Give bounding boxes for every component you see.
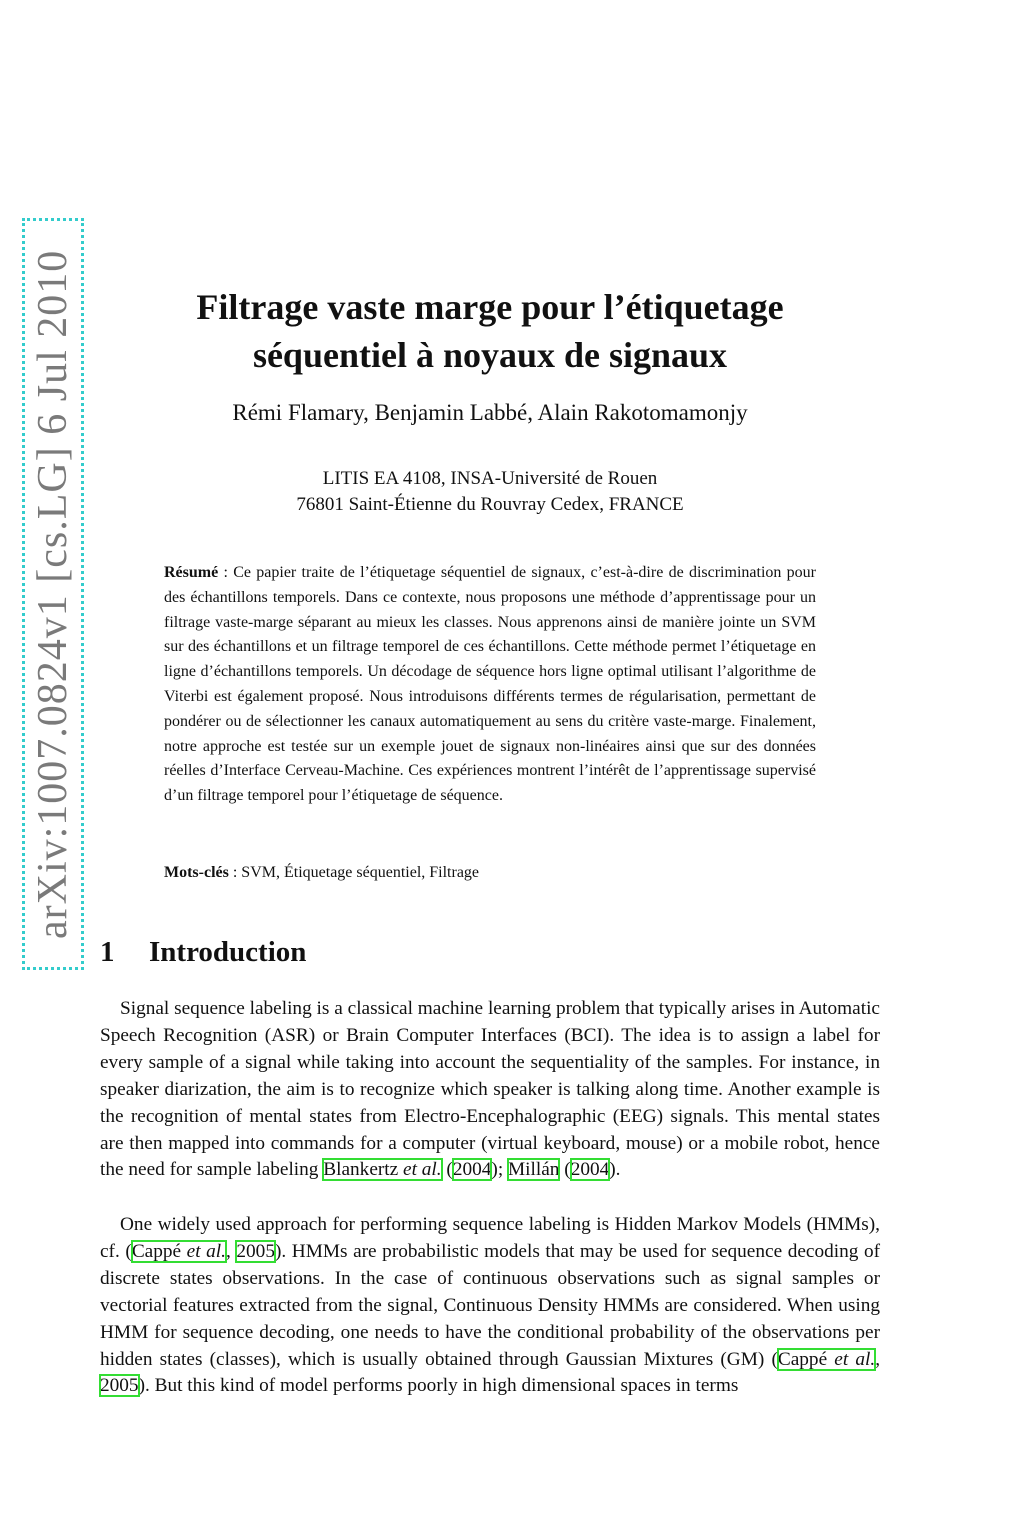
citation-year-link[interactable]: 2005 — [236, 1240, 275, 1262]
paragraph-text: Signal sequence labeling is a classical machine learning problem that typically arises in Automatic Speech Recognition (ASR) or Brain Computer Interfaces (BCI). The idea is to assign a label for every sample of a signal while taking into account the sequentiality of the samples. For instance, in speaker diarization, the aim is to recognize which speaker is talking along time. Another example is the recognition of mental states from Electro-Encephalographic (EEG) signals. This mental states are then mapped into commands for a computer (virtual keyboard, mouse) or a mobile robot, hence the need for sample labeling — [100, 998, 880, 1181]
citation-link[interactable]: Cappé et al. — [777, 1348, 876, 1370]
title-line-2: séquentiel à noyaux de signaux — [252, 335, 728, 375]
keywords — [164, 861, 816, 885]
citation-link[interactable]: Cappé et al. — [131, 1240, 226, 1262]
section-heading — [100, 933, 306, 971]
citation-year-link[interactable]: 2004 — [452, 1159, 492, 1181]
paragraph-text: One widely used approach for performing sequence labeling is Hidden Markov Models (HMMs), cf. ( — [100, 1214, 880, 1262]
citation-link[interactable]: Millán — [508, 1159, 560, 1181]
author-list: Rémi Flamary, Benjamin Labbé, Alain Rakotomamonjy — [232, 400, 748, 425]
keywords-label: Mots-clés — [164, 864, 229, 881]
citation-year-link[interactable]: 2004 — [570, 1159, 610, 1181]
intro-paragraph-2: One widely used approach for performing sequence labeling is Hidden Markov Models (HMMs), cf. (Cappé et al., 2005). HMMs are probabilistic models that may be used for sequence decoding of discrete states observations. In the case of continuous observations such as signal samples or vectorial features extracted from the signal, Continuous Density HMMs are considered. When using HMM for sequence decoding, one needs to have the conditional probability of the observations per hidden states (classes), which is usually obtained through Gaussian Mixtures (GM) (Cappé et al., 2005). But this kind of model performs poorly in high dimensional spaces in terms — [100, 1214, 881, 1397]
title-line-1: Filtrage vaste marge pour l’étiquetage — [196, 287, 784, 327]
arxiv-identifier: arXiv:1007.0824v1 [cs.LG] 6 Jul 2010 — [30, 249, 76, 939]
section-number: 1 — [100, 936, 115, 968]
affiliation-line-2: 76801 Saint-Étienne du Rouvray Cedex, FRANCE — [296, 494, 684, 515]
abstract-label: Résumé — [164, 564, 219, 581]
intro-paragraph-1: Signal sequence labeling is a classical machine learning problem that typically arises in Automatic Speech Recognition (ASR) or Brain Computer Interfaces (BCI). The idea is to assign a label for every sample of a signal while taking into account the sequentiality of the samples. For instance, in speaker diarization, the aim is to recognize which speaker is talking along time. Another example is the recognition of mental states from Electro-Encephalographic (EEG) signals. This mental states are then mapped into commands for a computer (virtual keyboard, mouse) or a mobile robot, hence the need for sample labeling Blankertz et al. (2004); Millán (2004). — [100, 998, 880, 1181]
citation-link[interactable]: Blankertz et al. — [323, 1159, 442, 1181]
abstract — [164, 561, 816, 809]
abstract-text: : Ce papier traite de l’étiquetage séquentiel de signaux, c’est-à-dire de discrimination pour des échantillons temporels. Dans ce contexte, nous proposons une méthode d’apprentissage pour un filtrage vaste-marge séparant au mieux les classes. Nous apprenons ainsi de manière jointe un SVM sur des échantillons et un filtrage temporel de ces échantillons. Cette méthode permet l’étiquetage en ligne d’échantillons temporels. Un décodage de séquence hors ligne optimal utilisant l’algorithme de Viterbi est également proposé. Nous introduisons différents termes de régularisation, permettant de pondérer ou de sélectionner les canaux automatiquement au sens du critère vaste-marge. Finalement, notre approche est testée sur un exemple jouet de signaux non-linéaires ainsi que sur des données réelles d’Interface Cerveau-Machine. Ces expériences montrent l’intérêt de l’apprentissage supervisé d’un filtrage temporel pour l’étiquetage de séquence. — [164, 564, 816, 805]
citation-year-link[interactable]: 2005 — [100, 1375, 139, 1397]
paper-title — [100, 283, 880, 379]
affiliation — [100, 466, 880, 518]
paragraph-text: ). But this kind of model performs poorly in high dimensional spaces in terms — [138, 1375, 739, 1397]
affiliation-line-1: LITIS EA 4108, INSA-Université de Rouen — [322, 468, 658, 489]
section-title: Introduction — [149, 936, 307, 968]
keywords-text: : SVM, Étiquetage séquentiel, Filtrage — [228, 864, 480, 881]
paragraph-text: ). HMMs are probabilistic models that may be used for sequence decoding of discrete states observations. In the case of continuous observations such as signal samples or vectorial features extracted from the signal, Continuous Density HMMs are considered. When using HMM for sequence decoding, one needs to have the conditional probability of the observations per hidden states (classes), which is usually obtained through Gaussian Mixtures (GM) ( — [100, 1240, 881, 1370]
